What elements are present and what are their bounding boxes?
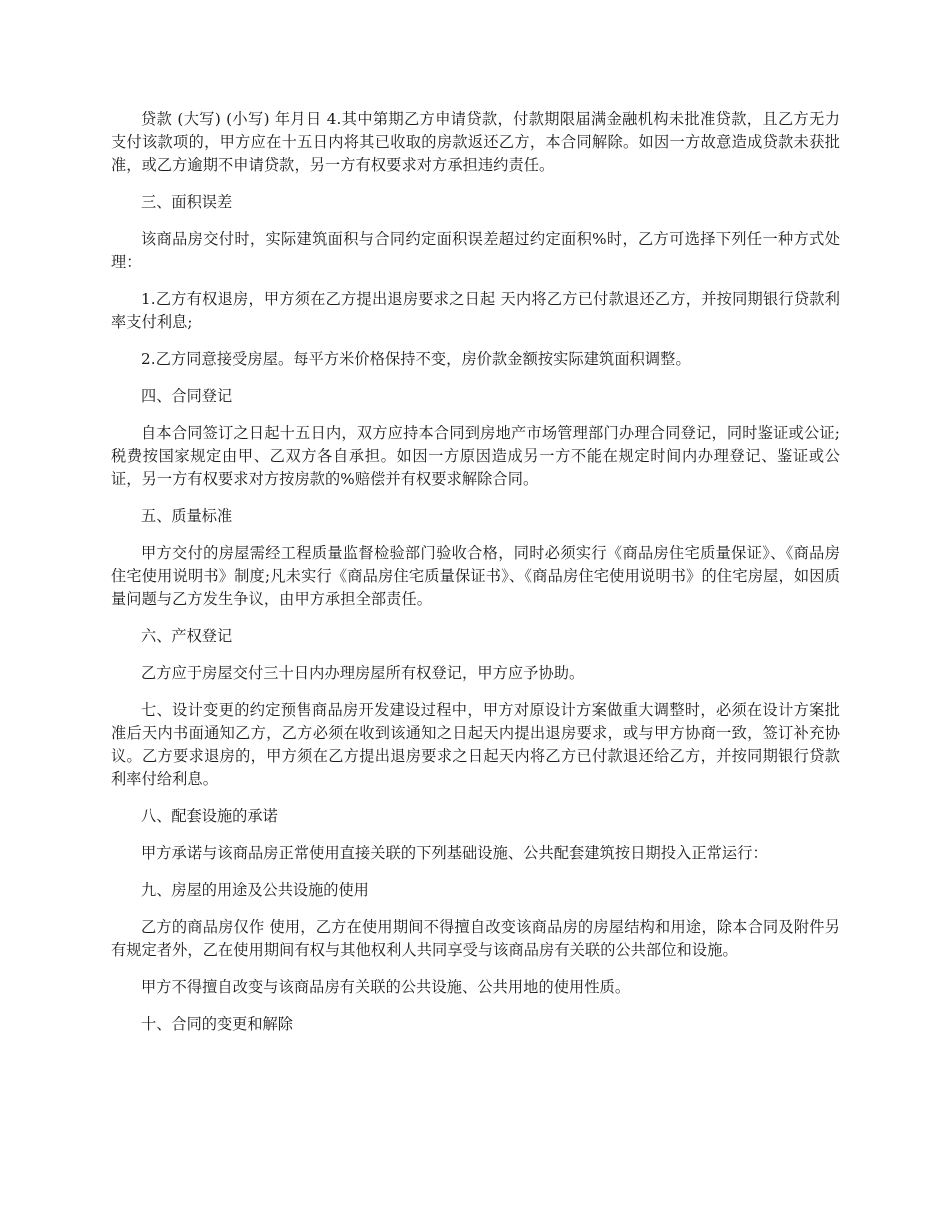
paragraph-property-rights: 乙方应于房屋交付三十日内办理房屋所有权登记，甲方应予协助。: [141, 664, 585, 682]
section-heading-contract-change: 十、合同的变更和解除: [141, 1015, 293, 1033]
paragraph-facilities: 甲方承诺与该商品房正常使用直接关联的下列基础设施、公共配套建筑按日期投入正常运行：: [141, 844, 768, 862]
paragraph-loan-terms: 贷款 (大写) (小写) 年月日 4.其中第期乙方申请贷款，付款期限届满金融机构未批准贷款，且乙方无力支付该款项的，甲方应在十五日内将其已收取的房款返还乙方，本合同解除。如因一方故意造成贷款未获批准，或乙方逾期不申请贷款，另一方有权要求对方承担违约责任。: [111, 110, 840, 174]
paragraph-quality: 甲方交付的房屋需经工程质量监督检验部门验收合格，同时必须实行《商品房住宅质量保证》、《商品房住宅使用说明书》制度;凡未实行《商品房住宅质量保证书》、《商品房住宅使用说明书》的住宅房屋，如因质量问题与乙方发生争议，由甲方承担全部责任。: [111, 544, 840, 608]
paragraph-public-facilities: 甲方不得擅自改变与该商品房有关联的公共设施、公共用地的使用性质。: [141, 978, 631, 996]
section-heading-area-error: 三、面积误差: [141, 193, 233, 211]
section-heading-property-rights: 六、产权登记: [141, 627, 233, 645]
paragraph-usage: 乙方的商品房仅作 使用，乙方在使用期间不得擅自改变该商品房的房屋结构和用途，除本合同及附件另有规定者外，乙在使用期间有权与其他权利人共同享受与该商品房有关联的公共部位和设施。: [111, 918, 840, 959]
paragraph-accept-option: 2.乙方同意接受房屋。每平方米价格保持不变，房价款金额按实际建筑面积调整。: [141, 350, 691, 368]
paragraph-refund-option: 1.乙方有权退房，甲方须在乙方提出退房要求之日起 天内将乙方已付款退还乙方，并按同期银行贷款利率支付利息;: [111, 290, 840, 331]
paragraph-area-error: 该商品房交付时，实际建筑面积与合同约定面积误差超过约定面积%时，乙方可选择下列任一种方式处理：: [111, 230, 840, 271]
section-heading-quality: 五、质量标准: [141, 507, 233, 525]
paragraph-design-change: 七、设计变更的约定预售商品房开发建设过程中，甲方对原设计方案做重大调整时，必须在设计方案批准后天内书面通知乙方，乙方必须在收到该通知之日起天内提出退房要求，或与甲方协商一致，签订补充协议。乙方要求退房的，甲方须在乙方提出退房要求之日起天内将乙方已付款退还给乙方，并按同期银行贷款利率付给利息。: [111, 701, 840, 788]
section-heading-registration: 四、合同登记: [141, 387, 233, 405]
section-heading-usage: 九、房屋的用途及公共设施的使用: [141, 881, 369, 899]
section-heading-facilities: 八、配套设施的承诺: [141, 807, 278, 825]
paragraph-registration: 自本合同签订之日起十五日内，双方应持本合同到房地产市场管理部门办理合同登记，同时鉴证或公证;税费按国家规定由甲、乙双方各自承担。如因一方原因造成另一方不能在规定时间内办理登记、鉴证或公证，另一方有权要求对方按房款的%赔偿并有权要求解除合同。: [111, 424, 840, 488]
